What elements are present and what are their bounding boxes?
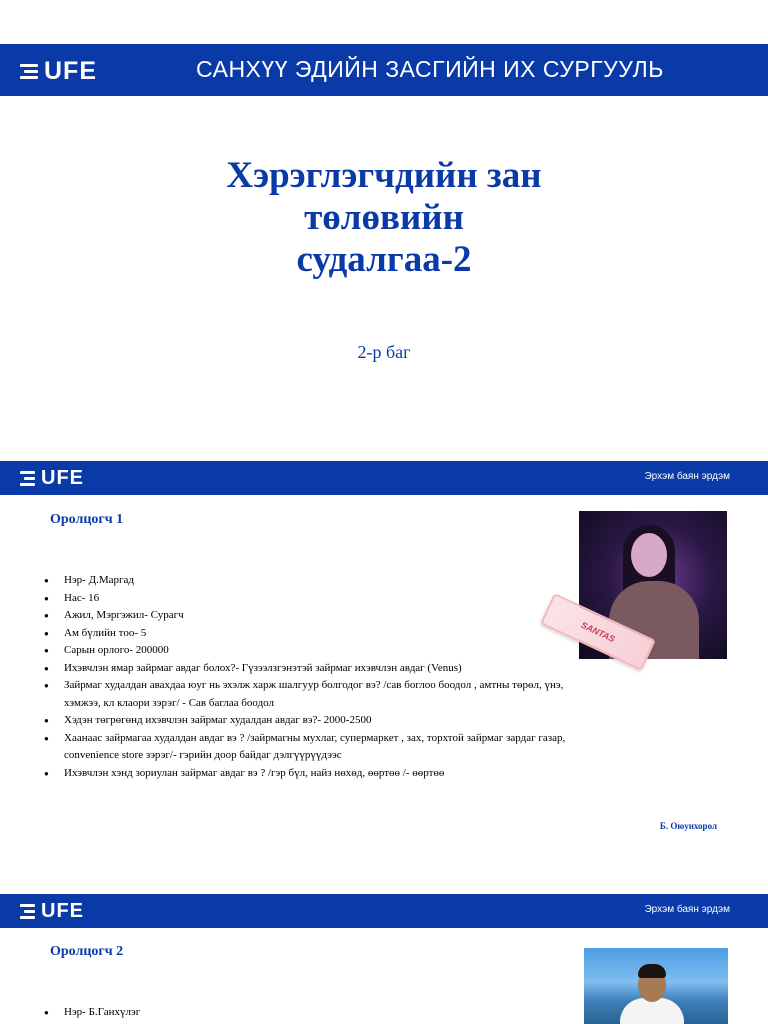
- author-name: Б. Оюунхорол: [659, 821, 717, 831]
- list-item: ● Сарын орлого- 200000: [44, 642, 592, 660]
- participant-title: Оролцогч 2: [50, 944, 124, 959]
- list-item: ● Ам бүлийн тоо- 5: [44, 625, 592, 643]
- university-name: САНХҮҮ ЭДИЙН ЗАСГИЙН ИХ СУРГУУЛЬ: [196, 56, 664, 82]
- title-line: Хэрэглэгчдийн зан: [226, 155, 542, 196]
- list-item: ● Нэр- Д.Маргад: [44, 572, 592, 590]
- ufe-logo: [20, 900, 84, 923]
- list-item: ● Ихэвчлэн хэнд зориулан зайрмаг авдаг вэ ? /гэр бүл, найз нөхөд, өөртөө /- өөртөө: [44, 765, 592, 783]
- team-subtitle: 2-р баг: [357, 342, 411, 362]
- title-line: судалгаа-2: [296, 239, 472, 280]
- ufe-logo-icon: [20, 904, 35, 919]
- ufe-logo: [20, 467, 84, 490]
- list-item: ● Нэр- Б.Ганхүлэг: [44, 1004, 592, 1022]
- participant-photo: [584, 948, 728, 1024]
- list-item: ● Ихэвчлэн ямар зайрмаг авдаг болох?- Гүзээлзгэнэтэй зайрмаг ихэвчлэн авдаг (Venus): [44, 660, 592, 678]
- product-label: SANTAS: [579, 619, 617, 645]
- logo-text: UFE: [41, 467, 84, 489]
- list-item: ● Хэдэн төгрөгөнд ихэвчлэн зайрмаг худалдан авдаг вэ?- 2000-2500: [44, 712, 592, 730]
- ufe-logo-icon: [20, 471, 35, 486]
- list-item: ● Хаанаас зайрмагаа худалдан авдаг вэ ? /зайрмагны мухлаг, супермаркет , зах, торхтой зайрмаг зардаг газар, convenience store зэрэг/- гэрийн доор байдаг дэлгүүрүүдээс: [44, 730, 592, 765]
- participant-title: Оролцогч 1: [50, 512, 124, 527]
- header-bar: [0, 461, 768, 495]
- page-title: [0, 155, 768, 281]
- ufe-logo-icon: [20, 64, 38, 79]
- participant-info-list: [44, 1004, 592, 1022]
- list-item: ● Зайрмаг худалдан авахдаа юуг нь эхэлж харж шалгуур болгодог вэ? /сав боглоо боодол , амтны төрөл, үнэ, хэмжээ, кл клаори зэрэг/ - Сав баглаа боодол: [44, 677, 592, 712]
- list-item: ● Ажил, Мэргэжил- Сурагч: [44, 607, 592, 625]
- ufe-logo: [20, 57, 97, 86]
- motto: Эрхэм баян эрдэм: [644, 471, 730, 482]
- title-line: төлөвийн: [304, 197, 464, 238]
- motto: Эрхэм баян эрдэм: [644, 904, 730, 915]
- logo-text: UFE: [44, 57, 97, 85]
- list-item: ● Нас- 16: [44, 590, 592, 608]
- participant-info-list: [44, 572, 592, 782]
- logo-text: UFE: [41, 900, 84, 922]
- header-bar: [0, 44, 768, 96]
- header-bar: [0, 894, 768, 928]
